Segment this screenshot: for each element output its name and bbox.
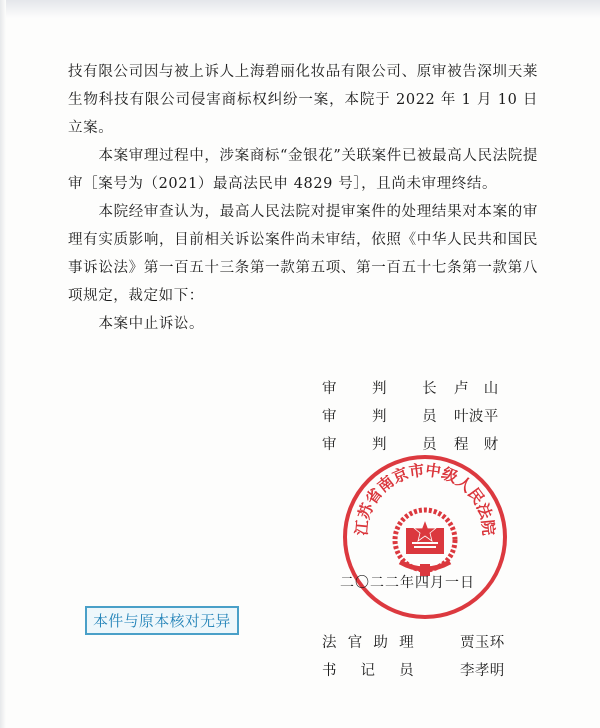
page-left-edge <box>0 0 6 728</box>
ruling-body <box>68 58 538 338</box>
ruling-date: 二〇二二年四月一日 <box>340 575 475 591</box>
court-seal <box>340 452 510 622</box>
paragraph-related-case: 本案审理过程中，涉案商标“金银花”关联案件已被最高人民法院提审［案号为（2021）最高法民申 4829 号］，且尚未审理终结。 <box>68 148 538 192</box>
judge-name: 程 财 <box>454 437 499 453</box>
judge-role: 审 判 员 <box>322 437 437 453</box>
clerk-name: 贾玉环 <box>460 635 505 651</box>
paragraph-reasoning: 本院经审查认为，最高人民法院对提审案件的处理结果对本案的审理有实质影响，目前相关诉讼案件尚未审结，依照《中华人民共和国民事诉讼法》第一百五十三条第一款第五项、第一百五十七条第一款第八项规定，裁定如下： <box>68 204 538 304</box>
verification-stamp: 本件与原本核对无异 <box>85 606 239 635</box>
judge-role: 审 判 长 <box>322 381 437 397</box>
clerk-role: 书 记 员 <box>322 663 414 679</box>
judge-name: 卢 山 <box>454 381 499 397</box>
clerk-role: 法 官 助 理 <box>322 635 414 651</box>
judge-role: 审 判 员 <box>322 409 437 425</box>
judge-name: 叶波平 <box>454 409 499 425</box>
paragraph-ruling: 本案中止诉讼。 <box>98 316 205 332</box>
clerk-name: 李孝明 <box>460 663 505 679</box>
paragraph-case-filing: 技有限公司因与被上诉人上海碧丽化妆品有限公司、原审被告深圳天莱生物科技有限公司侵害商标权纠纷一案，本院于 2022 年 1 月 10 日立案。 <box>68 64 538 136</box>
seal-text: 江苏省南京市中级人民法院 <box>351 460 499 537</box>
national-emblem-icon <box>395 510 455 576</box>
page-top-edge <box>0 0 600 18</box>
